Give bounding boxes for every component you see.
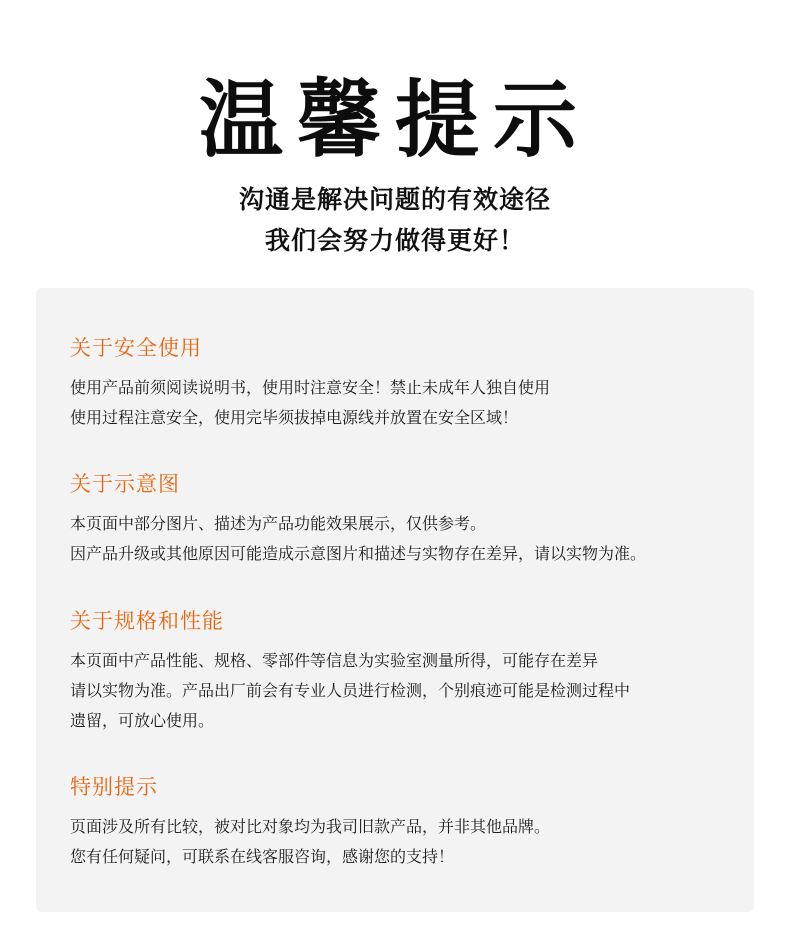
section-line: 因产品升级或其他原因可能造成示意图片和描述与实物存在差异，请以实物为准。 xyxy=(70,544,647,563)
notice-panel xyxy=(36,288,754,912)
section-heading: 特别提示 xyxy=(70,775,158,799)
section-body xyxy=(70,509,740,569)
section-body xyxy=(70,812,740,872)
section-specs-performance xyxy=(70,606,740,736)
section-line: 使用过程注意安全，使用完毕须拔掉电源线并放置在安全区域！ xyxy=(70,408,519,427)
section-body xyxy=(70,646,740,736)
section-heading: 关于规格和性能 xyxy=(70,609,224,633)
section-safety xyxy=(70,333,740,433)
subtitle-line-1: 沟通是解决问题的有效途径 xyxy=(238,185,551,214)
section-heading: 关于示意图 xyxy=(70,472,180,496)
section-line: 使用产品前须阅读说明书，使用时注意安全！禁止未成年人独自使用 xyxy=(70,378,551,397)
section-illustration xyxy=(70,469,740,569)
section-heading: 关于安全使用 xyxy=(70,336,202,360)
section-line: 遗留，可放心使用。 xyxy=(70,711,215,730)
section-line: 您有任何疑问，可联系在线客服咨询，感谢您的支持！ xyxy=(70,847,455,866)
section-line: 本页面中产品性能、规格、零部件等信息为实验室测量所得，可能存在差异 xyxy=(70,651,599,670)
section-line: 页面涉及所有比较，被对比对象均为我司旧款产品，并非其他品牌。 xyxy=(70,817,551,836)
section-line: 本页面中部分图片、描述为产品功能效果展示，仅供参考。 xyxy=(70,514,487,533)
section-special-notice xyxy=(70,772,740,872)
section-body xyxy=(70,373,740,433)
subtitle-line-2: 我们会努力做得更好！ xyxy=(264,226,525,255)
section-line: 请以实物为准。产品出厂前会有专业人员进行检测，个别痕迹可能是检测过程中 xyxy=(70,681,631,700)
page-title: 温馨提示 xyxy=(198,71,591,169)
